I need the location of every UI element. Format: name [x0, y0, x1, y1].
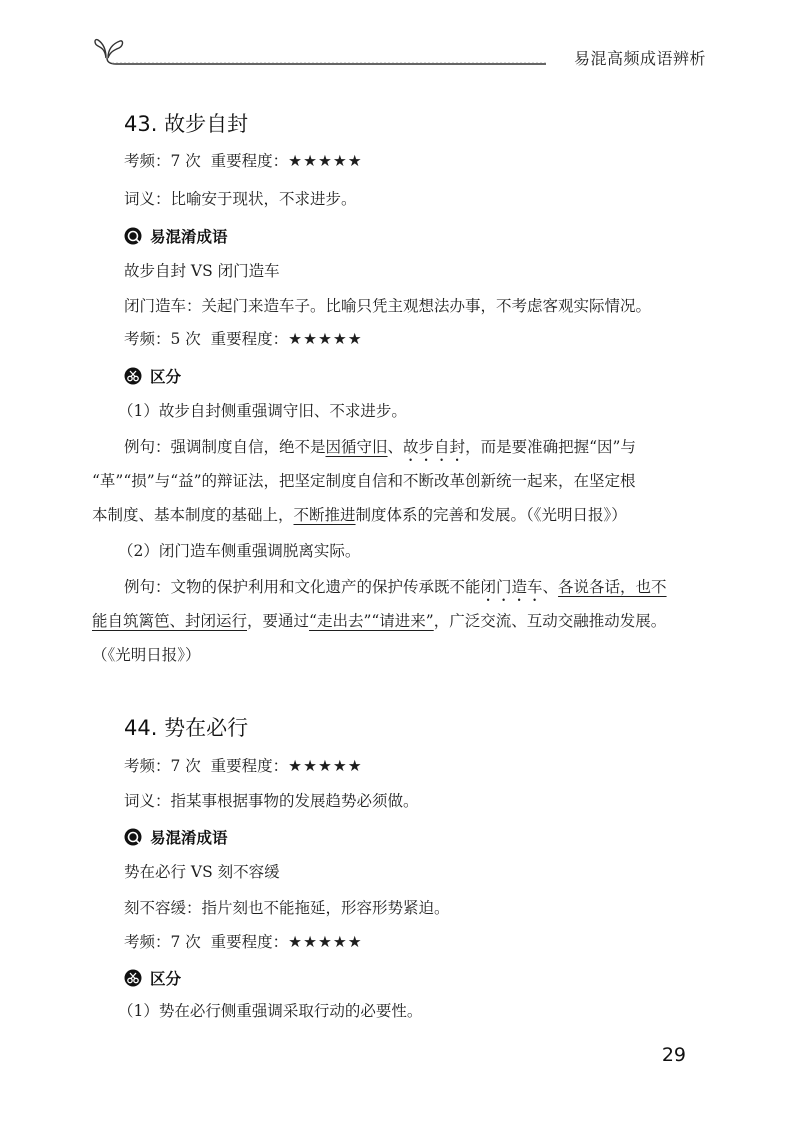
- example-2-line-3: （《光明日报》）: [92, 646, 201, 664]
- page-header: [92, 28, 712, 78]
- other-meaning-line: 闭门造车：关起门来造车子。比喻只凭主观想法办事，不考虑客观实际情况。: [124, 297, 652, 315]
- example-2-line-1: 例句：文物的保护利用和文化遗产的保护传承既不能闭门造车、各说各话，也不: [124, 578, 667, 596]
- other-meaning-line: 刻不容缓：指片刻也不能拖延，形容形势紧迫。: [124, 899, 450, 917]
- meaning-line: 词义：指某事根据事物的发展趋势必须做。: [124, 792, 419, 810]
- example-1-line-2: “革”“损”与“益”的辩证法，把坚定制度自信和不断改革创新统一起来，在坚定根: [92, 472, 636, 490]
- diff-section-heading: 区分: [124, 365, 181, 387]
- page-number: 29: [661, 1044, 686, 1066]
- other-frequency-line: 考频：5 次 重要程度：★★★★★: [124, 330, 363, 348]
- confuse-icon: [124, 828, 142, 846]
- diff-point-1: （1）故步自封侧重强调守旧、不求进步。: [118, 402, 407, 420]
- importance-label: 重要程度：: [210, 152, 289, 170]
- scissors-icon: [124, 969, 142, 987]
- frequency-line: 考频：7 次 重要程度：★★★★★: [124, 757, 363, 775]
- header-title: 易混高频成语辨析: [573, 49, 706, 68]
- diff-section-heading: 区分: [124, 967, 181, 989]
- example-2-line-2: 能自筑篱笆、封闭运行，要通过“走出去”“请进来”，广泛交流、互动交融推动发展。: [92, 612, 667, 630]
- meaning-line: 词义：比喻安于现状，不求进步。: [124, 190, 357, 208]
- importance-stars: ★★★★★: [288, 152, 363, 170]
- frequency-line: [124, 151, 363, 171]
- other-frequency-line: 考频：7 次 重要程度：★★★★★: [124, 933, 363, 951]
- confuse-icon: [124, 227, 142, 245]
- entry-title: 44. 势在必行: [124, 716, 249, 740]
- example-1-line-3: 本制度、基本制度的基础上，不断推进制度体系的完善和发展。（《光明日报》）: [92, 506, 627, 524]
- compare-line: 势在必行 VS 刻不容缓: [124, 863, 280, 881]
- entry-title: 43. 故步自封: [124, 112, 249, 136]
- example-1-line-1: 例句：强调制度自信，绝不是因循守旧、故步自封，而是要准确把握“因”与: [124, 438, 636, 456]
- compare-line: 故步自封 VS 闭门造车: [124, 262, 280, 280]
- scissors-icon: [124, 367, 142, 385]
- diff-point-2: （2）闭门造车侧重强调脱离实际。: [118, 542, 361, 560]
- frequency-label: 考频：7 次: [124, 152, 201, 170]
- confuse-section-heading: 易混淆成语: [124, 225, 228, 247]
- diff-point-1: （1）势在必行侧重强调采取行动的必要性。: [118, 1002, 423, 1020]
- confuse-section-heading: 易混淆成语: [124, 826, 228, 848]
